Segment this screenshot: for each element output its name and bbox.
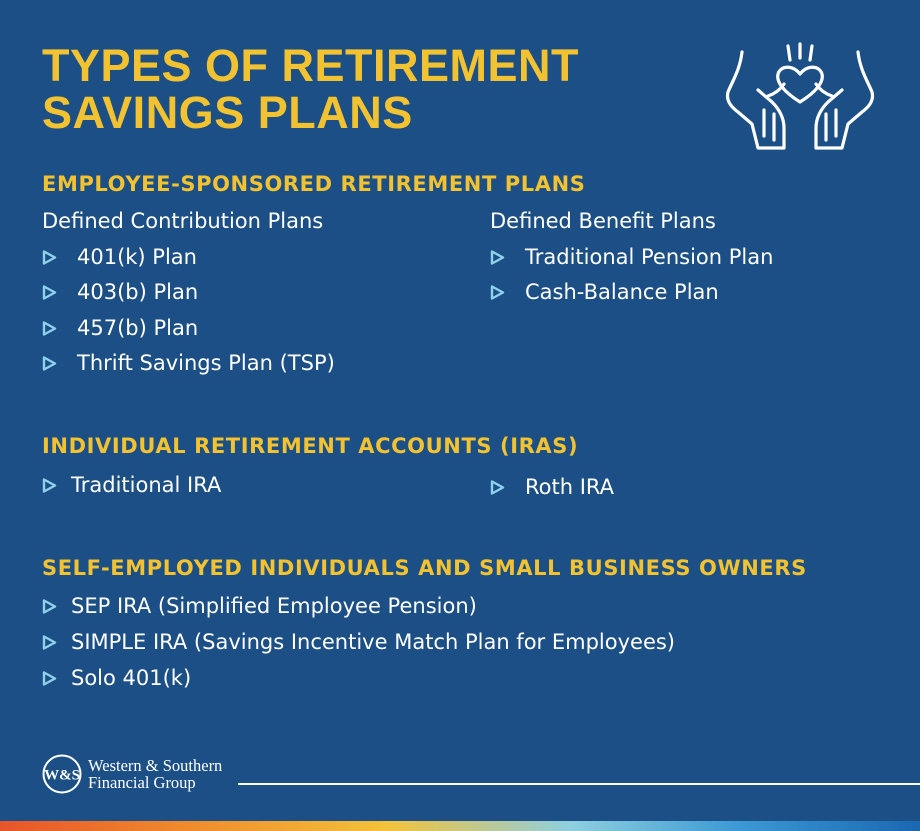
section-heading-self-employed: SELF-EMPLOYED INDIVIDUALS AND SMALL BUSINESS OWNERS [42, 556, 807, 580]
gradient-bottom-bar [0, 821, 920, 831]
list-item [42, 245, 197, 269]
list-item-label: 457(b) Plan [77, 316, 199, 340]
triangle-bullet-icon [42, 671, 57, 686]
list-item [490, 475, 614, 499]
list-item-label: Roth IRA [525, 475, 615, 499]
list-item [42, 666, 191, 690]
triangle-bullet-icon [42, 356, 57, 371]
triangle-bullet-icon [490, 285, 505, 300]
list-item-label: SIMPLE IRA (Savings Incentive Match Plan for Employees) [71, 630, 675, 654]
list-item-label: Thrift Savings Plan (TSP) [77, 351, 335, 375]
triangle-bullet-icon [42, 478, 57, 493]
logo-line-1: Western & Southern [88, 756, 223, 775]
title-line-2: SAVINGS PLANS [42, 87, 413, 138]
list-item-label: 403(b) Plan [77, 280, 199, 304]
triangle-bullet-icon [42, 599, 57, 614]
subhead-defined-benefit: Defined Benefit Plans [490, 209, 716, 233]
list-item-label: SEP IRA (Simplified Employee Pension) [71, 594, 477, 618]
triangle-bullet-icon [490, 250, 505, 265]
list-item [42, 316, 198, 340]
triangle-bullet-icon [490, 480, 505, 495]
list-item [490, 280, 719, 304]
list-item-label: Traditional Pension Plan [525, 245, 774, 269]
hands-holding-heart-icon [722, 40, 878, 156]
triangle-bullet-icon [42, 635, 57, 650]
page-title [42, 42, 579, 136]
triangle-bullet-icon [42, 250, 57, 265]
company-logo [42, 754, 222, 794]
list-item-label: Solo 401(k) [71, 666, 192, 690]
list-item-label: 401(k) Plan [77, 245, 197, 269]
list-item [42, 351, 335, 375]
logo-mark-text: W&S [44, 767, 80, 784]
list-item-label: Traditional IRA [71, 473, 222, 497]
logo-line-2: Financial Group [88, 773, 196, 792]
list-item [42, 630, 675, 654]
list-item [42, 280, 198, 304]
triangle-bullet-icon [42, 321, 57, 336]
subhead-defined-contribution: Defined Contribution Plans [42, 209, 324, 233]
ws-logo-icon [42, 754, 82, 794]
section-heading-employee: EMPLOYEE-SPONSORED RETIREMENT PLANS [42, 172, 586, 196]
footer-divider [238, 783, 920, 785]
list-item [42, 473, 221, 497]
section-heading-ira: INDIVIDUAL RETIREMENT ACCOUNTS (IRAS) [42, 434, 579, 458]
list-item [490, 245, 773, 269]
list-item [42, 594, 477, 618]
list-item-label: Cash-Balance Plan [525, 280, 719, 304]
logo-text [88, 757, 222, 791]
title-line-1: TYPES OF RETIREMENT [42, 40, 580, 91]
triangle-bullet-icon [42, 285, 57, 300]
